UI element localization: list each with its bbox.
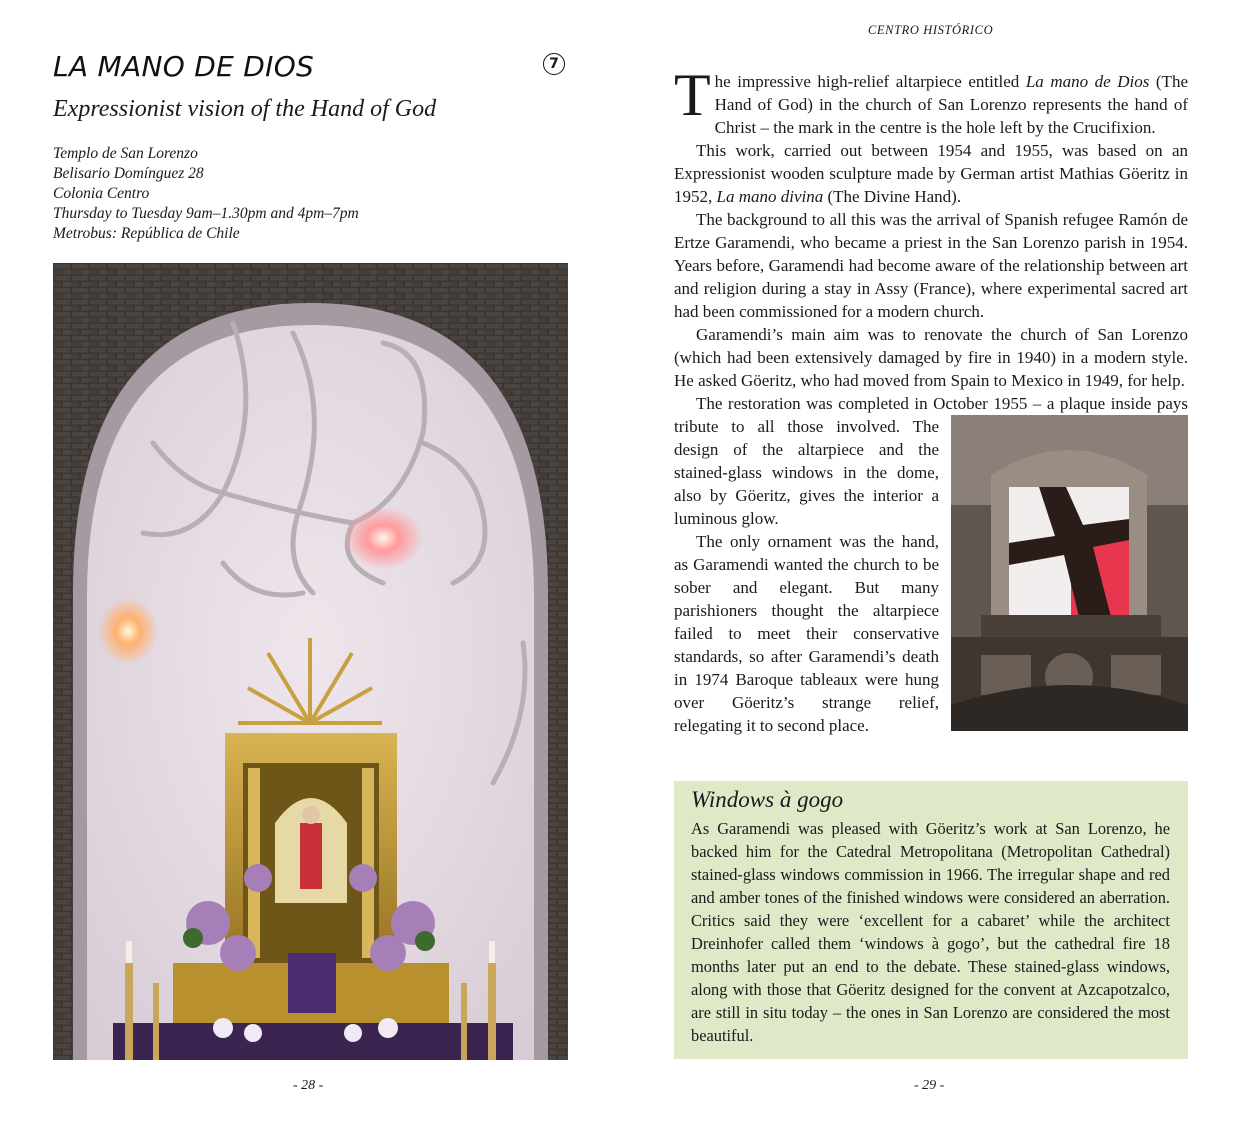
right-page	[620, 0, 1241, 1123]
paragraph-text: This work, carried out between 1954 and 1955, was based on an Expressionist wooden sculpture made by German artist Mathias Göeritz in 1952,	[674, 141, 1188, 206]
cross-window-photo	[951, 415, 1188, 731]
paragraph-text: he impressive high-relief altarpiece entitled	[714, 72, 1026, 91]
address-line: Belisario Domínguez 28	[53, 165, 204, 182]
page-number: - 29 -	[914, 1078, 945, 1093]
page-number: - 28 -	[293, 1078, 324, 1093]
paragraph-text: (The Divine Hand).	[823, 187, 962, 206]
sidebar-text: As Garamendi was pleased with Göeritz’s work at San Lorenzo, he backed him for the Catedral Metropolitana (Metropolitan Cathedral) stained-glass windows commission in 1966. The irregular shape and red and amber tones of the finished windows were considered an aberration. Critics said they were ‘excellent for a cabaret’ while the architect Dreinhofer called them ‘windows à gogo’, but the cathedral fire 18 months later put an end to the debate. These stained-glass windows, along with those that Göeritz designed for the convent at Azcapotzalco, are still in situ today – the ones in San Lorenzo are considered the most beautiful.	[691, 819, 1170, 1045]
paragraph-text: The only ornament was the hand, as Garamendi wanted the church to be sober and elegant. But many parishioners thought the altarpiece failed to meet their conservative standards, so after Garamendi’s death in 1974 Baroque tableaux were hung over Göeritz’s strange relief, relegating it to second place.	[674, 532, 939, 735]
body-paragraph	[674, 208, 1188, 323]
body-paragraph	[674, 139, 1188, 208]
opening-hours: Thursday to Tuesday 9am–1.30pm and 4pm–7pm	[53, 205, 359, 222]
body-paragraph	[674, 323, 1188, 392]
transport-info: Metrobus: República de Chile	[53, 225, 240, 242]
paragraph-text: (The Hand of God) in the church of San Lorenzo represents the hand of Christ – the mark in the centre is the hole left by the Crucifixion.	[714, 72, 1188, 137]
entry-title: LA MANO DE DIOS	[53, 50, 315, 83]
altarpiece-photo	[53, 263, 568, 1060]
entry-subtitle: Expressionist vision of the Hand of God	[53, 96, 437, 122]
running-head: CENTRO HISTÓRICO	[868, 23, 994, 37]
body-paragraph	[674, 62, 1188, 139]
article-body	[674, 62, 1188, 737]
paragraph-text: The background to all this was the arrival of Spanish refugee Ramón de Ertze Garamendi, who became a priest in the San Lorenzo parish in 1954. Years before, Garamendi had become aware of the relationship between art and religion during a stay in Assy (France), where experimental sacred art had been commissioned for a modern church.	[674, 210, 1188, 321]
address-block	[53, 144, 359, 244]
italic-title-text: La mano divina	[716, 187, 824, 206]
site-number-badge: 7	[543, 53, 565, 75]
sidebar-box	[674, 781, 1188, 1059]
body-paragraph	[674, 392, 1188, 530]
paragraph-text: The restoration was completed in October 1955 – a plaque inside	[696, 394, 1157, 413]
left-page	[0, 0, 620, 1123]
italic-title-text: La mano de Dios	[1025, 72, 1150, 91]
paragraph-text: pays tribute to all those involved. The design of the altarpiece and the stained-glass windows in the dome, also by Göeritz, gives the interior a luminous glow.	[674, 394, 1188, 528]
sidebar-title: Windows à gogo	[691, 787, 844, 812]
address-line: Templo de San Lorenzo	[53, 145, 198, 162]
paragraph-text: Garamendi’s main aim was to renovate the church of San Lorenzo (which had been extensively damaged by fire in 1940) in a modern style. He asked Göeritz, who had moved from Spain to Mexico in 1949, for help.	[674, 325, 1188, 390]
drop-cap: T	[674, 62, 711, 128]
address-line: Colonia Centro	[53, 185, 150, 202]
